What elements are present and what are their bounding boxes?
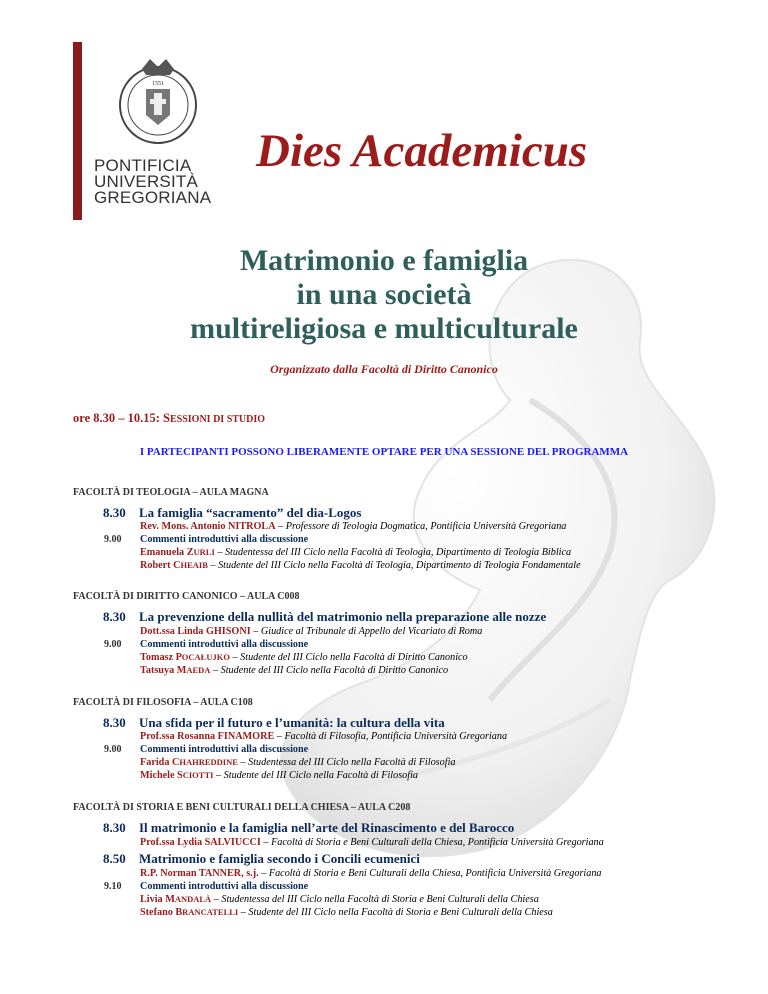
speaker-desc: – Giudice al Tribunale di Appello del Vicariato di Roma <box>250 626 483 637</box>
university-seal-logo <box>112 55 204 147</box>
university-name-line3: GREGORIANA <box>94 188 212 207</box>
discussant-caps: URLI <box>193 547 215 557</box>
university-name-line1: PONTIFICIA <box>94 156 192 175</box>
discussant-line <box>140 757 456 768</box>
discussant-first: Emanuela Z <box>140 547 194 558</box>
discussant-first: Michele S <box>140 770 183 781</box>
intro-label: Commenti introduttivi alla discussione <box>140 639 309 650</box>
discussant-desc: – Studentessa del III Ciclo nella Facoltà di Teologia, Dipartimento di Teologia Biblica <box>214 547 572 558</box>
discussant-desc: – Studentessa del III Ciclo nella Facoltà di Filosofia <box>237 757 456 768</box>
discussant-caps: ANDALÀ <box>174 894 212 904</box>
university-name-line2: UNIVERSITÀ <box>94 172 199 191</box>
talk-title: La famiglia “sacramento” del dia-Logos <box>139 505 362 520</box>
talk-time: 8.30 <box>103 715 126 730</box>
speaker-desc: – Professore di Teologia Dogmatica, Pontificia Università Gregoriana <box>275 521 567 532</box>
session-label-rest: ESSIONI DI STUDIO <box>170 414 266 425</box>
speaker-desc: – Facoltà di Storia e Beni Culturali della Chiesa, Pontificia Università Gregoriana <box>260 837 604 848</box>
discussant-first: Tatsuya M <box>140 665 187 676</box>
talk-time: 8.30 <box>103 505 126 520</box>
intro-label: Commenti introduttivi alla discussione <box>140 534 309 545</box>
discussant-line <box>140 560 581 571</box>
discussant-line <box>140 770 418 781</box>
speaker-name: Prof.ssa Rosanna FINAMORE <box>140 731 275 742</box>
section-heading-teologia: FACOLTÀ DI TEOLOGIA – AULA MAGNA <box>73 487 269 498</box>
speaker-line <box>140 868 602 879</box>
speaker-name: Prof.ssa Lydia SALVIUCCI <box>140 837 261 848</box>
intro-label: Commenti introduttivi alla discussione <box>140 881 309 892</box>
organizer-text: Organizzato dalla Facoltà di Diritto Canonico <box>270 362 498 376</box>
speaker-name: R.P. Norman TANNER, s.j. <box>140 868 259 879</box>
discussant-line <box>140 907 553 918</box>
discussant-first: Farida C <box>140 757 180 768</box>
discussant-first: Tomasz P <box>140 652 182 663</box>
section-heading-filosofia: FACOLTÀ DI FILOSOFIA – AULA C108 <box>73 697 253 708</box>
discussant-first: Robert C <box>140 560 181 571</box>
logo-red-bar <box>73 42 82 220</box>
talk-storia-2 <box>103 851 420 867</box>
session-time-range: ore 8.30 – 10.15: <box>73 411 164 425</box>
event-title: Dies Academicus <box>256 125 588 177</box>
speaker-desc: – Facoltà di Filosofia, Pontificia Università Gregoriana <box>274 731 508 742</box>
conference-title-line3: multireligiosa e multiculturale <box>190 312 578 345</box>
talk-time: 8.50 <box>103 851 126 866</box>
speaker-line <box>140 626 482 637</box>
talk-time: 8.30 <box>103 820 126 835</box>
talk-title: Il matrimonio e la famiglia nell’arte del Rinascimento e del Barocco <box>139 820 515 835</box>
discussant-line <box>140 652 468 663</box>
talk-filosofia <box>103 715 445 731</box>
speaker-line <box>140 731 507 742</box>
discussant-caps: HEAIB <box>180 560 208 570</box>
speaker-line <box>140 521 566 532</box>
intro-label: Commenti introduttivi alla discussione <box>140 744 309 755</box>
talk-teologia <box>103 505 361 521</box>
conference-title <box>0 244 768 346</box>
speaker-desc: – Facoltà di Storia e Beni Culturali della Chiesa, Pontificia Università Gregoriana <box>258 868 602 879</box>
speaker-name: Dott.ssa Linda GHISONI <box>140 626 251 637</box>
speaker-name: Rev. Mons. Antonio NITROLA <box>140 521 276 532</box>
discussant-desc: – Studente del III Ciclo nella Facoltà di Diritto Canonico <box>210 665 449 676</box>
talk-title: Matrimonio e famiglia secondo i Concili ecumenici <box>139 851 420 866</box>
discussant-caps: RANCATELLI <box>182 907 239 917</box>
talk-time: 8.30 <box>103 609 126 624</box>
discussant-caps: OCAŁUJKO <box>181 652 230 662</box>
speaker-line <box>140 837 604 848</box>
participants-notice: I PARTECIPANTI POSSONO LIBERAMENTE OPTARE PER UNA SESSIONE DEL PROGRAMMA <box>139 446 629 458</box>
discussant-caps: CIOTTI <box>182 770 214 780</box>
university-name <box>94 158 211 206</box>
discussant-desc: – Studente del III Ciclo nella Facoltà di Filosofia <box>213 770 419 781</box>
discussant-first: Livia M <box>140 894 175 905</box>
section-heading-storia: FACOLTÀ DI STORIA E BENI CULTURALI DELLA CHIESA – AULA C208 <box>73 802 411 813</box>
session-time-header <box>73 411 265 426</box>
intro-time: 9.00 <box>104 534 122 545</box>
discussant-caps: AEDA <box>186 665 211 675</box>
session-label-first: S <box>163 411 170 425</box>
talk-storia-1 <box>103 820 514 836</box>
discussant-line <box>140 894 539 905</box>
intro-time: 9.00 <box>104 744 122 755</box>
discussant-desc: – Studentessa del III Ciclo nella Facoltà di Storia e Beni Culturali della Chiesa <box>211 894 539 905</box>
talk-diritto-canonico <box>103 609 546 625</box>
discussant-line <box>140 547 571 558</box>
discussant-desc: – Studente del III Ciclo nella Facoltà di Storia e Beni Culturali della Chiesa <box>238 907 553 918</box>
conference-title-line1: Matrimonio e famiglia <box>239 244 529 277</box>
section-heading-diritto-canonico: FACOLTÀ DI DIRITTO CANONICO – AULA C008 <box>73 591 300 602</box>
discussant-caps: HAHREDDINE <box>179 757 238 767</box>
conference-title-line2: in una società <box>296 278 472 311</box>
seal-year: 1551 <box>152 81 164 87</box>
discussant-desc: – Studente del III Ciclo nella Facoltà di Teologia, Dipartimento di Teologia Fondamentale <box>207 560 581 571</box>
talk-title: La prevenzione della nullità del matrimonio nella preparazione alle nozze <box>139 609 547 624</box>
discussant-line <box>140 665 448 676</box>
discussant-desc: – Studente del III Ciclo nella Facoltà di Diritto Canonico <box>229 652 468 663</box>
discussant-first: Stefano B <box>140 907 183 918</box>
intro-time: 9.00 <box>104 639 122 650</box>
intro-time: 9.10 <box>104 881 122 892</box>
talk-title: Una sfida per il futuro e l’umanità: la cultura della vita <box>139 715 445 730</box>
